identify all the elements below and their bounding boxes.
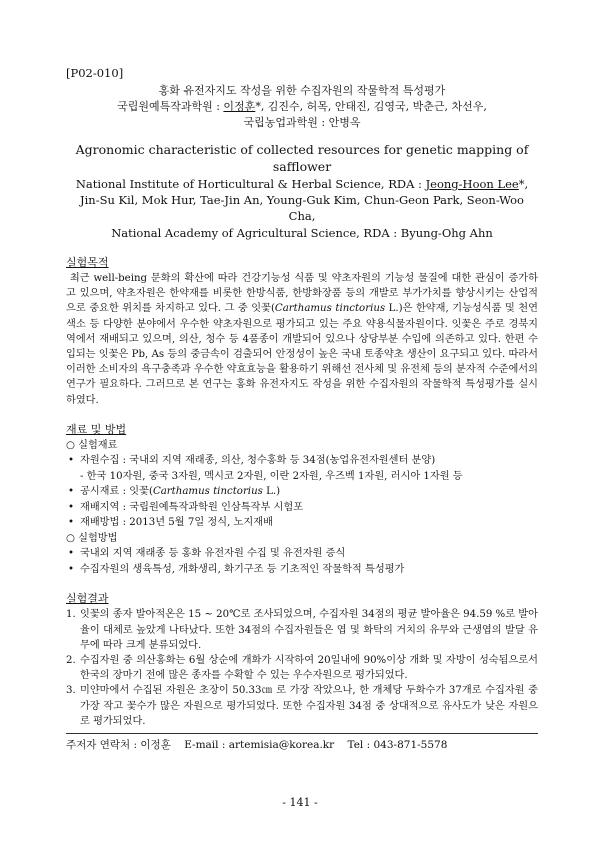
abstract-page (66, 66, 538, 753)
methods-section (66, 422, 538, 578)
bullet-icon: • (68, 517, 75, 529)
korean-coauthors: *, 김진수, 허목, 안태진, 김영국, 박춘근, 차선우, (255, 100, 487, 113)
objective-text (66, 271, 538, 408)
bullet-icon: • (68, 563, 75, 575)
result-item (66, 607, 538, 653)
methods-item-evaluation-text: 수집자원의 생육특성, 개화생리, 화기구조 등 기초적인 작물학적 특성평가 (80, 563, 405, 575)
contact-phone: Tel : 043-871-5578 (347, 738, 448, 751)
page-number: - 141 - (282, 796, 318, 809)
objective-scientific-name: Carthamus tinctorius (274, 303, 386, 315)
methods-subheading-methods: ○ 실험방법 (66, 532, 118, 544)
result-text: 잇꽃의 종자 발아적온은 15 ~ 20℃로 조사되었으며, 수집자원 34점의 평균 발아율은 94.59 %로 발아율이 대체로 높았게 나타났다. 또한 34점의 수집자원들은 엽 및 화탁의 거치의 유무와 근생엽의 발달 유무에 따라 크게 분류되었다. (80, 609, 538, 651)
methods-item-cultivation (66, 515, 538, 531)
methods-item-material (66, 484, 538, 500)
korean-title: 홍화 유전자지도 작성을 위한 수집자원의 작물학적 특성평가 (158, 84, 446, 97)
objective-section (66, 255, 538, 408)
english-title: Agronomic characteristic of collected resources for genetic mapping of safflower (75, 142, 529, 174)
objective-text-part2: L.)은 한약재, 기능성식품 및 천연색소 등 다양한 분야에서 우수한 약초자원으로 평가되고 있는 주요 약용식물자원이다. 잇꽃은 주로 경북지역에서 재배되고 있으며, 의산, 청수 등 4품종이 개발되어 있으나 상당부분 수입에 의존하고 있다. 한편 수입되는 잇꽃은 Pb, As 등의 중금속이 검출되어 안정성이 높은 국내 토종약초 생산이 요구되고 있다. 따라서 이러한 소비자의 욕구충족과 우수한 약효효능을 활용하기 위해선 전사체 및 유전체 등의 분자적 수준에서의 연구가 필요하다. 그러므로 본 연구는 홍화 유전자지도 작성을 위한 수집자원의 작물학적 특성평가를 실시하였다. (66, 303, 538, 406)
korean-affiliation-prefix: 국립원예특작과학원 : (117, 100, 224, 113)
methods-item-region (66, 500, 538, 516)
english-authors (66, 176, 538, 224)
result-number: 1. (66, 609, 76, 621)
objective-heading: 실험목적 (66, 256, 109, 269)
result-text: 미얀마에서 수집된 자원은 초장이 50.33㎝ 로 가장 작았으나, 한 개체당 두화수가 37개로 수집자원 중 가장 작고 꽃수가 많은 자원으로 평가되었다. 또한 수집자원 34점 중 상대적으로 유사도가 낮은 자원으로 평가되었다. (80, 685, 538, 727)
methods-item-collection-detail: - 한국 10자원, 중국 3자원, 멕시코 2자원, 이란 2자원, 우즈벡 1자원, 러시아 1자원 등 (80, 470, 463, 482)
results-section (66, 591, 538, 729)
english-affiliation-prefix: National Institute of Horticultural & Herbal Science, RDA : (75, 177, 426, 191)
result-text: 수집자원 중 의산홍화는 6월 상순에 개화가 시작하여 20일내에 90%이상 개화 및 자방이 성숙됨으로서 한국의 장마기 전에 많은 종자를 수확할 수 있는 우수자원으로 평가되었다. (80, 654, 538, 682)
methods-item-cultivation-text: 재배방법 : 2013년 5월 7일 정식, 노지재배 (80, 517, 273, 529)
result-item (66, 653, 538, 683)
bullet-icon: • (68, 455, 75, 467)
methods-item-propagation (66, 546, 538, 562)
results-heading: 실험결과 (66, 592, 109, 606)
contact-info (66, 737, 538, 753)
methods-material-scientific-name: Carthamus tinctorius (152, 486, 263, 498)
korean-lead-author: 이정훈 (223, 100, 256, 113)
methods-item-collection (66, 453, 538, 469)
objective-text-part1: 최근 well-being 문화의 확산에 따라 건강기능성 식품 및 약초자원의 기능성 물질에 대한 관심이 증가하고 있으며, 약초자원은 한약재를 비롯한 한방식품, 한방화장품 등의 개발로 부가가치를 향상시키는 산업적으로 중요한 위치를 차지하고 있다. 그 중 잇꽃( (66, 273, 538, 315)
methods-item-collection-text: 자원수집 : 국내외 지역 재래종, 의산, 청수홍화 등 34점(농업유전자원센터 분양) (80, 455, 436, 467)
bullet-icon: • (68, 486, 75, 498)
korean-affiliation-2: 국립농업과학원 : 안병옥 (243, 116, 361, 129)
methods-material-suffix: L.) (262, 486, 281, 498)
result-number: 2. (66, 654, 76, 666)
methods-subheading-materials: ○ 실험재료 (66, 439, 118, 451)
bullet-icon: • (68, 501, 75, 513)
korean-authors (66, 99, 538, 115)
methods-material-prefix: 공시재료 : 잇꽃( (80, 486, 153, 498)
result-number: 3. (66, 685, 76, 697)
contact-author: 주저자 연락처 : 이정훈 (66, 738, 171, 751)
methods-item-region-text: 재배지역 : 국립원예특작과학원 인삼특작부 시험포 (80, 501, 304, 513)
methods-heading: 재료 및 방법 (66, 422, 127, 436)
english-coauthors: *, Jin-Su Kil, Mok Hur, Tae-Jin An, Young-Guk Kim, Chun-Geon Park, Seon-Woo Cha, (80, 177, 529, 223)
contact-email: E-mail : artemisia@korea.kr (184, 738, 335, 751)
english-affiliation-2: National Academy of Agricultural Science, RDA : Byung-Ohg Ahn (111, 226, 493, 240)
result-item (66, 683, 538, 729)
english-lead-author: Jeong-Hoon Lee (425, 177, 519, 191)
footer-divider (66, 733, 538, 734)
abstract-code: [P02-010] (66, 66, 124, 80)
methods-item-evaluation (66, 562, 538, 578)
methods-item-material-text (80, 484, 280, 500)
methods-item-propagation-text: 국내외 지역 재래종 등 홍화 유전자원 수집 및 유전자원 증식 (80, 548, 346, 560)
bullet-icon: • (68, 548, 75, 560)
